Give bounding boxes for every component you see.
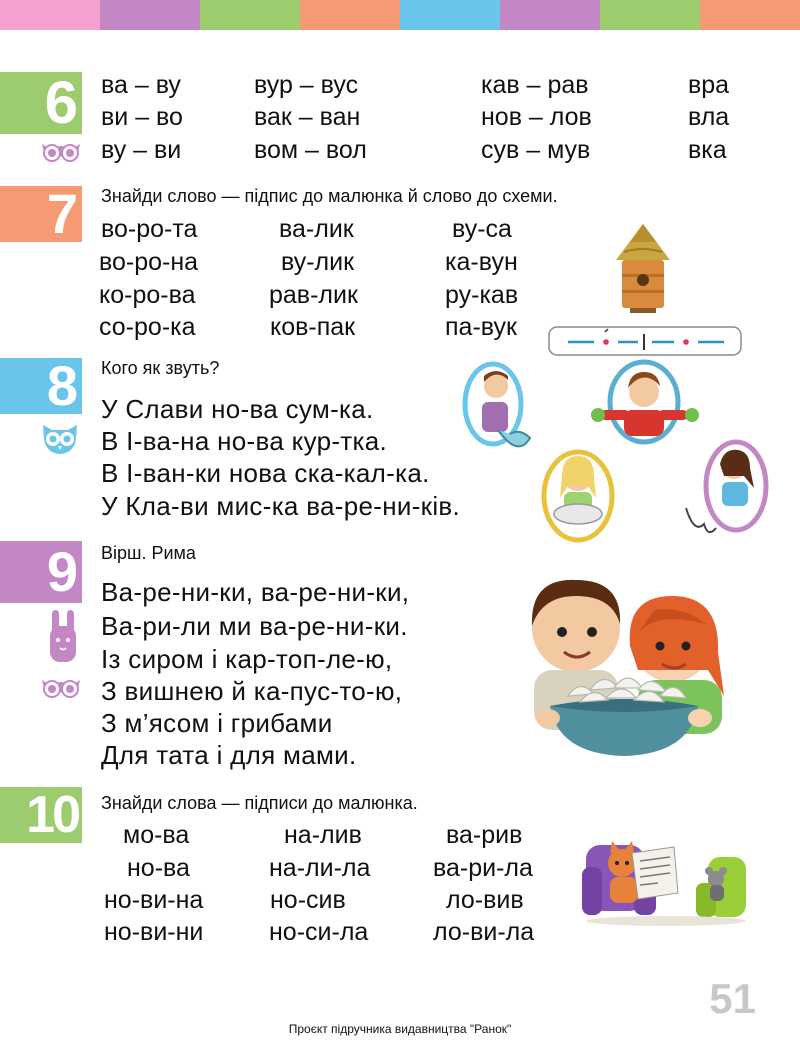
bar-seg (500, 0, 600, 30)
word: па-вук (445, 313, 517, 341)
word: ков-пак (270, 313, 356, 341)
word: ко-ро-ва (99, 281, 196, 309)
poem-line: Для тата і для мами. (101, 740, 357, 770)
poem-line: Ва-ри-ли ми ва-ре-ни-ки. (101, 611, 408, 641)
cat-and-mouse-illustration (582, 823, 750, 927)
word: ло-ви-ла (433, 918, 535, 946)
word: рав-лик (269, 281, 358, 309)
word: мо-ва (123, 821, 190, 849)
exercise-number-8: 8 (0, 358, 82, 414)
word: во-ро-та (101, 215, 198, 243)
word: ва-ри-ла (433, 854, 533, 882)
bar-seg (600, 0, 700, 30)
word: ва-лик (279, 215, 354, 243)
word: но-сив (270, 886, 346, 914)
word: ка-вун (445, 248, 518, 276)
syllable: вур – вус (254, 71, 359, 99)
syllable: ву – ви (101, 136, 182, 164)
owl-eyes-icon (38, 676, 84, 700)
syllable: нов – лов (481, 103, 592, 131)
page-number: 51 (709, 975, 756, 1022)
exercise-number-9: 9 (0, 541, 82, 603)
word: во-ро-на (99, 248, 199, 276)
bar-seg (300, 0, 400, 30)
top-color-bar (0, 0, 800, 30)
word: но-ви-ни (104, 918, 204, 946)
syllable: вка (688, 136, 727, 164)
sentence: В І-ван-ки нова ска-кал-ка. (101, 458, 430, 488)
syllable: вла (688, 103, 730, 131)
word: но-си-ла (269, 918, 369, 946)
syllable: вра (688, 71, 730, 99)
syllable: сув – мув (481, 136, 591, 164)
exercise-instruction: Знайди слово — підпис до малюнка й слово до схеми. (101, 186, 558, 206)
word: ру-кав (445, 281, 519, 309)
syllable: ва – ву (101, 71, 181, 99)
syllable: вом – вол (254, 136, 367, 164)
sentence: У Слави но-ва сум-ка. (101, 394, 374, 424)
word: ло-вив (446, 886, 524, 914)
word-scheme (548, 326, 742, 356)
exercise-number-7: 7 (0, 186, 82, 242)
poem-line: З вишнею й ка-пус-то-ю, (101, 676, 403, 706)
owl-icon (40, 422, 80, 458)
sentence: В І-ва-на но-ва кур-тка. (101, 426, 388, 456)
exercise-number-10: 10 (0, 787, 82, 843)
sentence: У Кла-ви мис-ка ва-ре-ни-ків. (101, 491, 461, 521)
poem-line: З м’ясом і грибами (101, 708, 333, 738)
exercise-instruction: Кого як звуть? (101, 358, 220, 378)
exercise-instruction: Знайди слова — підписи до малюнка. (101, 793, 418, 813)
word: ва-рив (446, 821, 523, 849)
bar-seg (0, 0, 100, 30)
word: ву-са (452, 215, 512, 243)
poem-line: Із сиром і кар-топ-ле-ю, (101, 644, 393, 674)
syllable: вак – ван (254, 103, 361, 131)
bar-seg (200, 0, 300, 30)
beehive-illustration (612, 222, 674, 314)
word: но-ви-на (104, 886, 204, 914)
exercise-instruction: Вірш. Рима (101, 543, 196, 563)
word: со-ро-ка (99, 313, 196, 341)
owl-eyes-icon (38, 140, 84, 164)
word: на-лив (284, 821, 362, 849)
bar-seg (400, 0, 500, 30)
syllable: ви – во (101, 103, 183, 131)
kids-portraits-illustration (458, 358, 770, 548)
word: ву-лик (281, 248, 355, 276)
bunny-icon (48, 608, 78, 664)
poem-line: Ва-ре-ни-ки, ва-ре-ни-ки, (101, 577, 410, 607)
word: но-ва (127, 854, 190, 882)
kids-with-dumplings-illustration (514, 566, 730, 766)
footer-text: Проєкт підручника видавництва "Ранок" (288, 1022, 512, 1036)
exercise-number-6: 6 (0, 72, 82, 134)
word: на-ли-ла (269, 854, 371, 882)
bar-seg (100, 0, 200, 30)
bar-seg (700, 0, 800, 30)
syllable: кав – рав (481, 71, 589, 99)
